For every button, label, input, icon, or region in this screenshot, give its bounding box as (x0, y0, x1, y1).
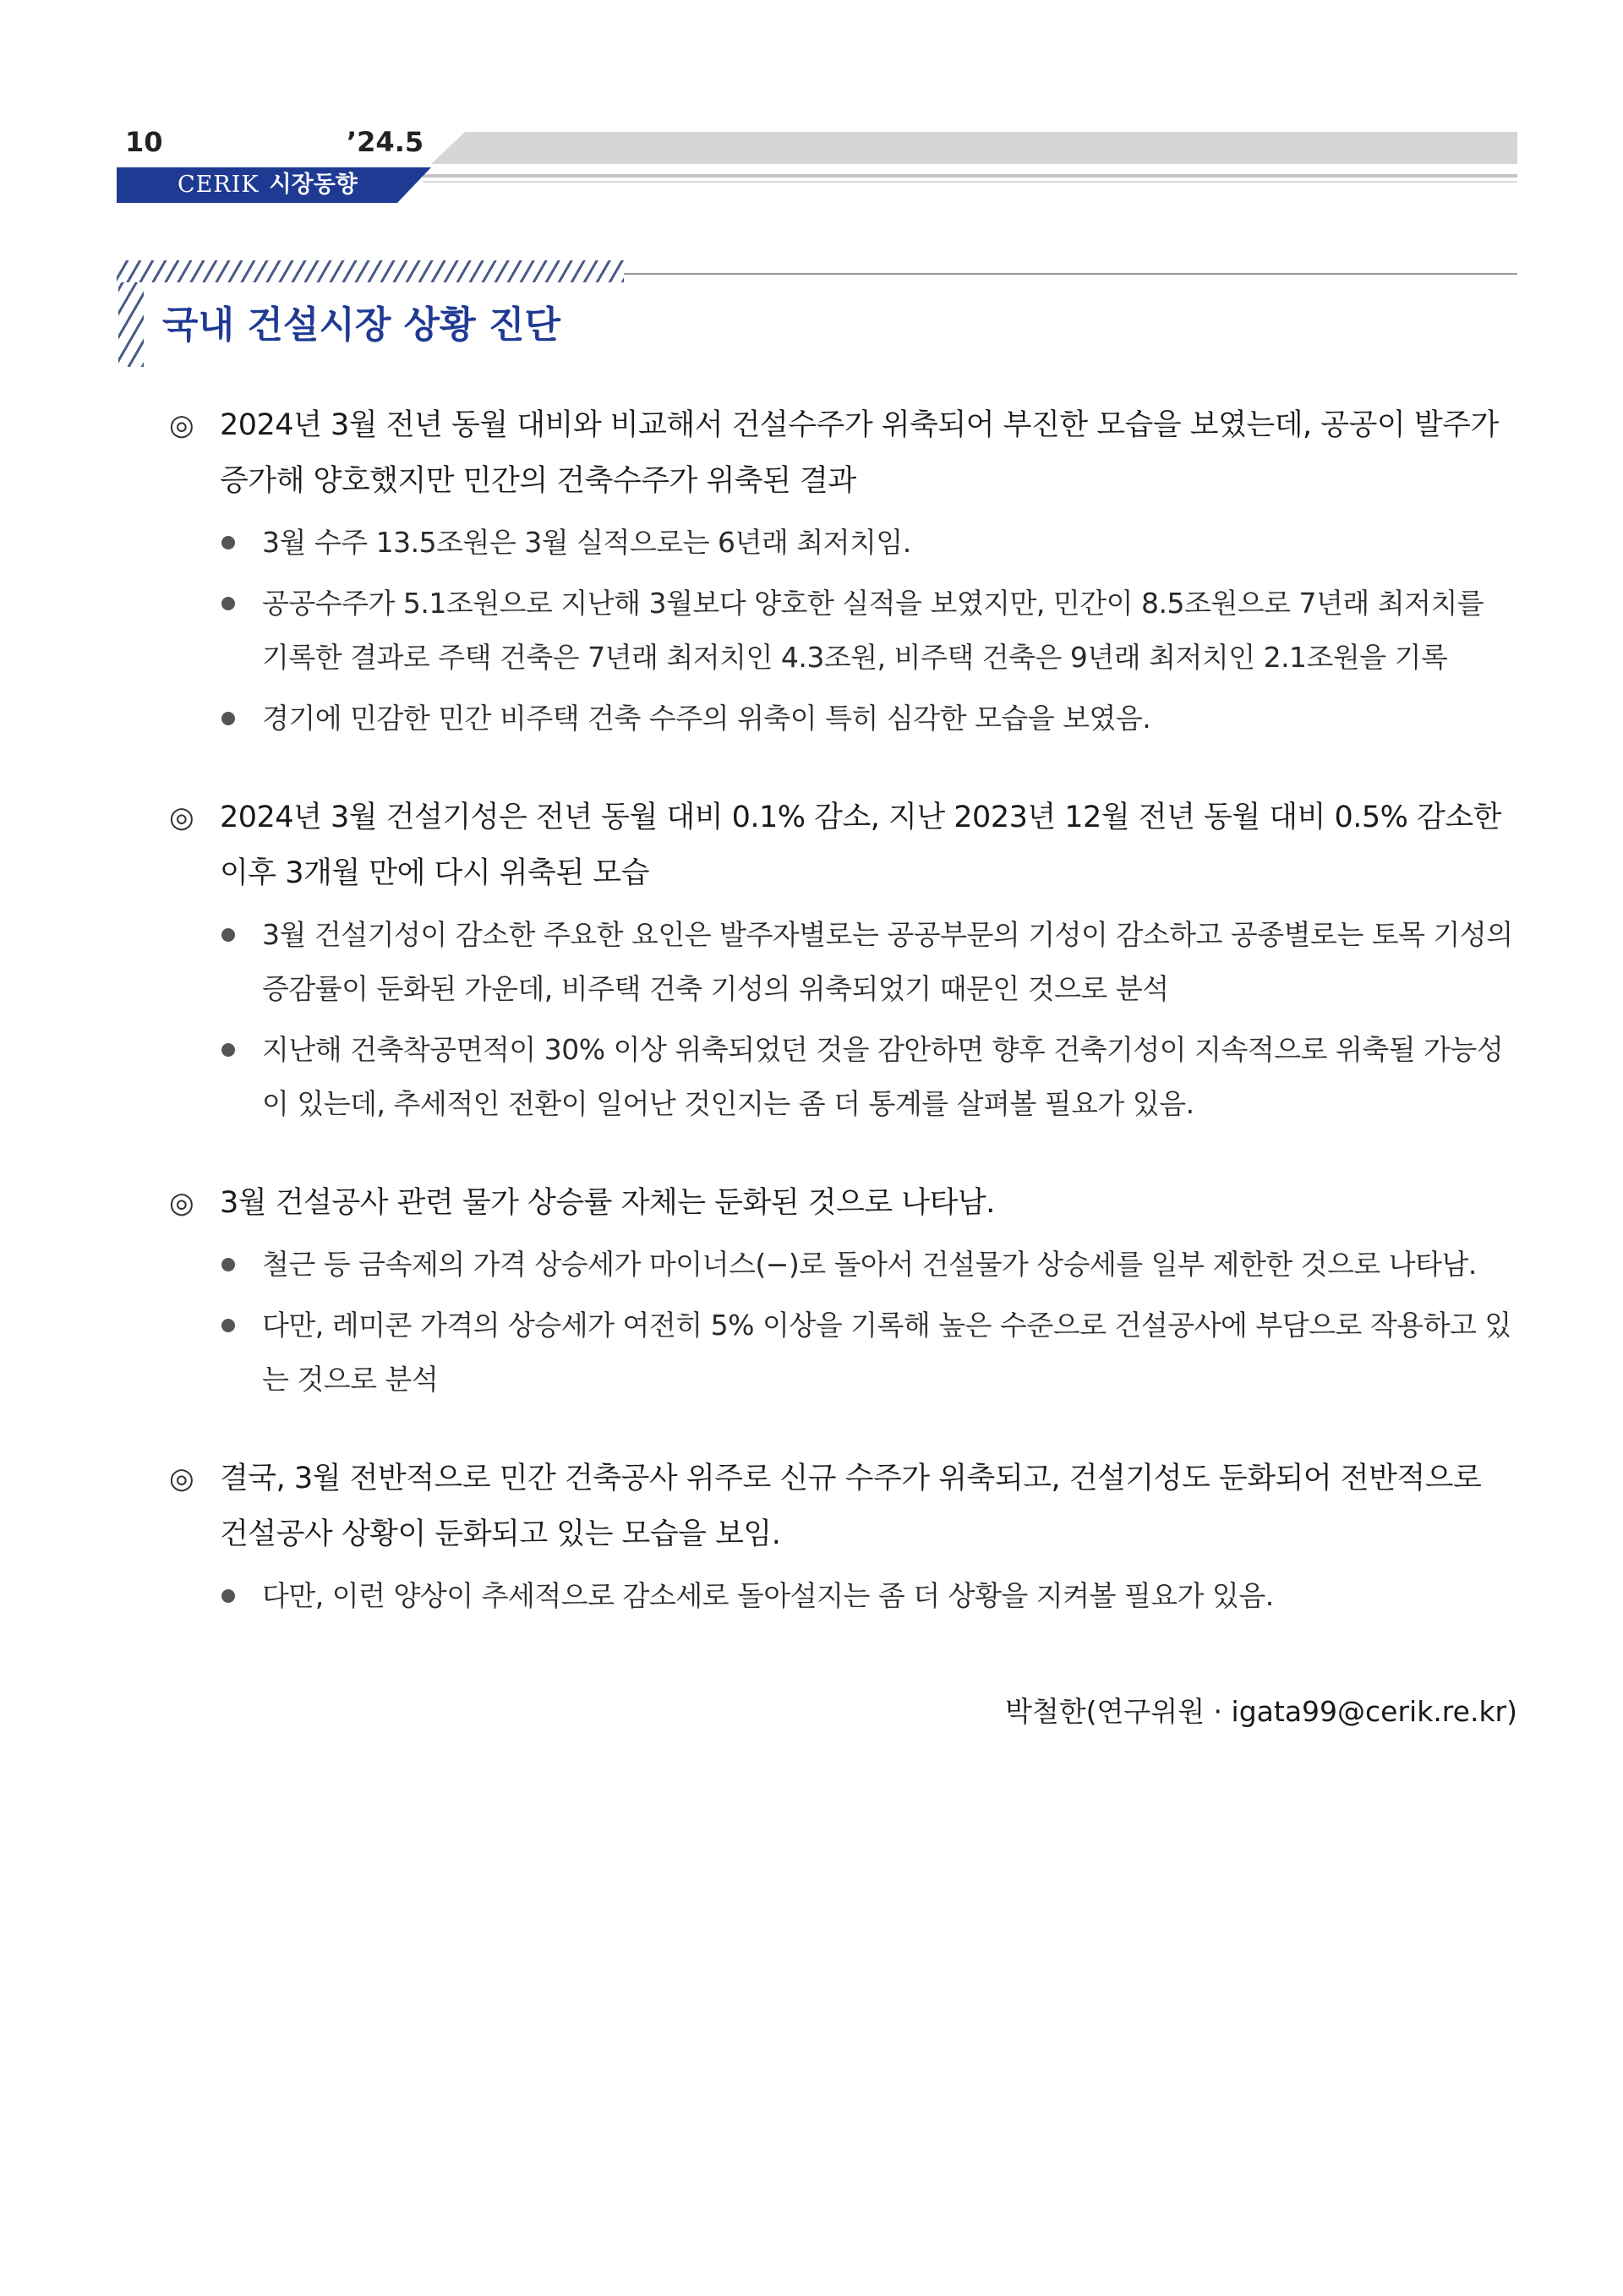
sub-point-text: 3월 건설기성이 감소한 주요한 요인은 발주자별로는 공공부문의 기성이 감소하고 공종별로는 토목 기성의 증감률이 둔화된 가운데, 비주택 건축 기성의 위축되었기 때문인 것으로 분석 (262, 918, 1513, 1005)
point-block (169, 1175, 1517, 1407)
main-point (169, 397, 1517, 509)
sub-point-text: 공공수주가 5.1조원으로 지난해 3월보다 양호한 실적을 보였지만, 민간이 8.5조원으로 7년래 최저치를 기록한 결과로 주택 건축은 7년래 최저치인 4.3조원, 비주택 건축은 9년래 최저치인 2.1조원을 기록 (262, 587, 1484, 674)
bullet-dot-icon (221, 928, 235, 942)
double-circle-bullet: ◎ (169, 801, 194, 834)
title-rule (624, 273, 1517, 275)
main-point-text: 결국, 3월 전반적으로 민간 건축공사 위주로 신규 수주가 위축되고, 건설기성도 둔화되어 전반적으로 건설공사 상황이 둔화되고 있는 모습을 보임. (220, 1462, 1482, 1551)
main-point (169, 790, 1517, 901)
sub-point (169, 692, 1517, 746)
sub-point (169, 1569, 1517, 1623)
point-block (169, 790, 1517, 1131)
publication-label (178, 167, 358, 203)
point-block (169, 1451, 1517, 1623)
sub-point-text: 경기에 민감한 민간 비주택 건축 수주의 위축이 특히 심각한 모습을 보였음. (262, 702, 1151, 735)
section-title: 국내 건설시장 상황 진단 (162, 303, 560, 347)
author-credit: 박철한(연구위원 · igata99@cerik.re.kr) (1005, 1695, 1517, 1728)
title-hatch-decoration (117, 260, 624, 282)
section-name: 시장동향 (269, 172, 358, 198)
sub-point (169, 1298, 1517, 1407)
double-circle-bullet: ◎ (169, 1462, 194, 1495)
sub-point-list (169, 1569, 1517, 1623)
sub-point (169, 577, 1517, 685)
sub-point-text: 다만, 레미콘 가격의 상승세가 여전히 5% 이상을 기록해 높은 수준으로 건설공사에 부담으로 작용하고 있는 것으로 분석 (262, 1309, 1511, 1396)
sub-point-text: 3월 수주 13.5조원은 3월 실적으로는 6년래 최저치임. (262, 526, 911, 559)
bullet-dot-icon (221, 1043, 235, 1057)
page-number: 10 (125, 126, 163, 158)
sub-point-list (169, 516, 1517, 746)
sub-point-list (169, 908, 1517, 1131)
bullet-dot-icon (221, 536, 235, 549)
sub-point (169, 1238, 1517, 1292)
header-rule (423, 174, 1517, 178)
main-point-text: 2024년 3월 전년 동월 대비와 비교해서 건설수주가 위축되어 부진한 모습을 보였는데, 공공이 발주가 증가해 양호했지만 민간의 건축수주가 위축된 결과 (220, 408, 1499, 498)
sub-point-text: 철근 등 금속제의 가격 상승세가 마이너스(−)로 돌아서 건설물가 상승세를 일부 제한한 것으로 나타남. (262, 1248, 1477, 1281)
title-side-hatch-decoration (118, 282, 144, 367)
main-point (169, 1451, 1517, 1562)
point-block (169, 397, 1517, 746)
header-gray-band (431, 132, 1517, 164)
sub-point-list (169, 1238, 1517, 1407)
bullet-dot-icon (221, 1589, 235, 1603)
bullet-dot-icon (221, 712, 235, 725)
double-circle-bullet: ◎ (169, 1186, 194, 1220)
bullet-dot-icon (221, 597, 235, 610)
main-point (169, 1175, 1517, 1231)
content-body (169, 397, 1517, 1667)
sub-point-text: 지난해 건축착공면적이 30% 이상 위축되었던 것을 감안하면 향후 건축기성이 지속적으로 위축될 가능성이 있는데, 추세적인 전환이 일어난 것인지는 좀 더 통계를 살펴볼 필요가 있음. (262, 1033, 1504, 1120)
double-circle-bullet: ◎ (169, 408, 194, 442)
main-point-text: 2024년 3월 건설기성은 전년 동월 대비 0.1% 감소, 지난 2023년 12월 전년 동월 대비 0.5% 감소한 이후 3개월 만에 다시 위축된 모습 (220, 801, 1501, 890)
issue-label: ’24.5 (347, 126, 424, 158)
sub-point-text: 다만, 이런 양상이 추세적으로 감소세로 돌아설지는 좀 더 상황을 지켜볼 필요가 있음. (262, 1579, 1274, 1612)
sub-point (169, 1023, 1517, 1131)
bullet-dot-icon (221, 1258, 235, 1271)
sub-point (169, 516, 1517, 570)
main-point-text: 3월 건설공사 관련 물가 상승률 자체는 둔화된 것으로 나타남. (220, 1186, 995, 1220)
header-rule-thin (423, 181, 1517, 183)
brand-name: CERIK (178, 172, 260, 198)
bullet-dot-icon (221, 1319, 235, 1332)
sub-point (169, 908, 1517, 1016)
